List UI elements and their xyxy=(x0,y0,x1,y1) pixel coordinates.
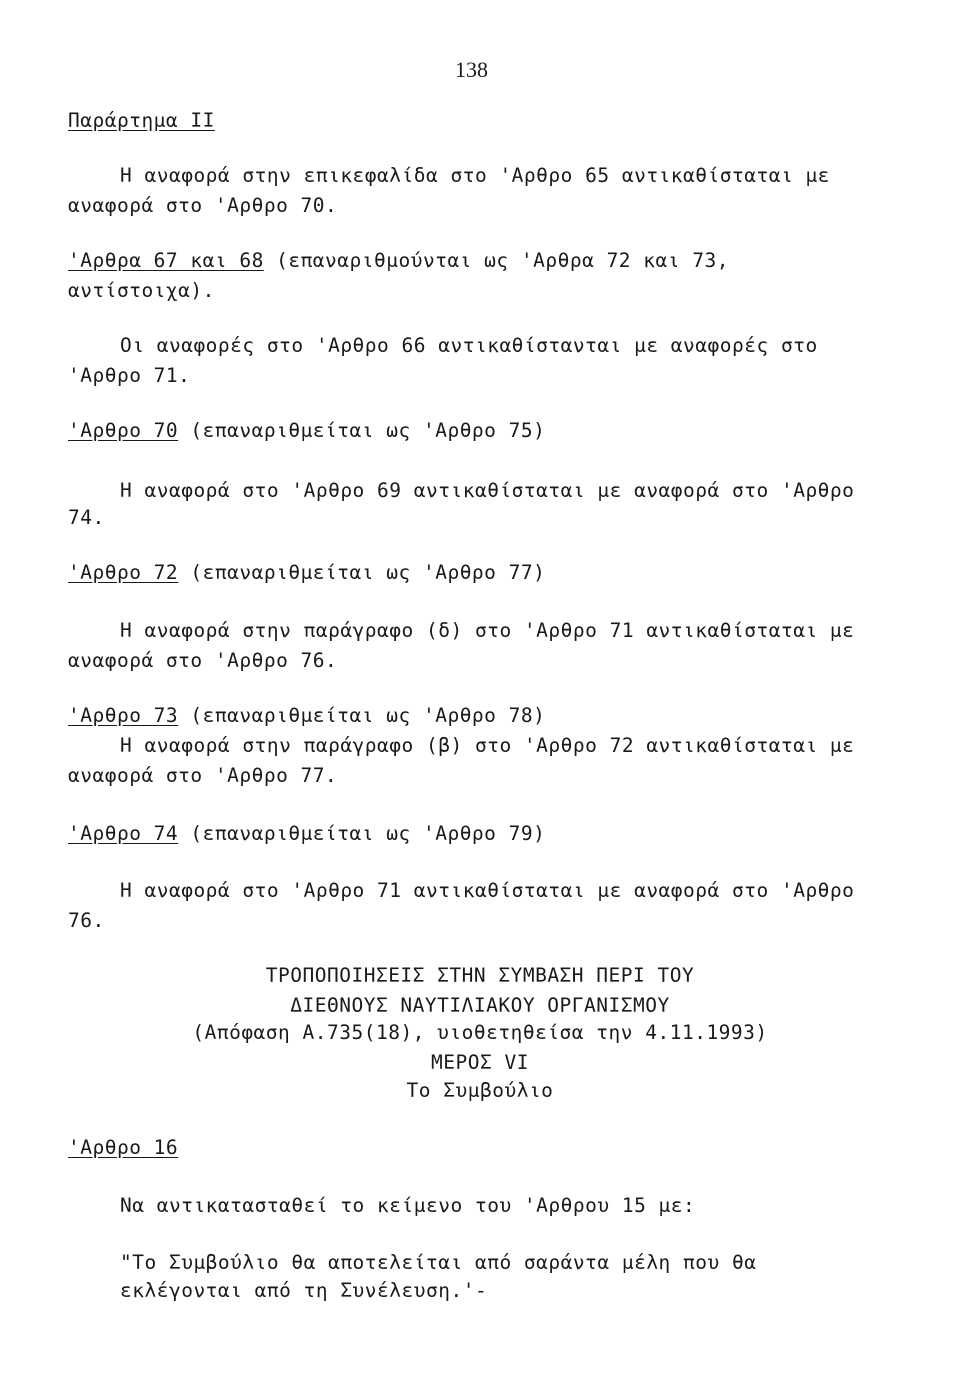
article-heading-title: 'Αρθρο 70 xyxy=(68,419,179,442)
article-heading-title: 'Αρθρο 73 xyxy=(68,704,179,727)
amendment-heading-line-3: (Απόφαση Α.735(18), υιοθετηθείσα την 4.11.1993) xyxy=(192,1021,768,1044)
article-heading xyxy=(68,822,545,845)
article-heading-note: (επαναριθμείται ως 'Αρθρο 79) xyxy=(178,822,546,845)
paragraph-line: 'Αρθρο 71. xyxy=(68,364,191,387)
part-title: ΜΕΡΟΣ VI xyxy=(431,1051,529,1074)
paragraph-line: αντίστοιχα). xyxy=(68,279,215,302)
amendment-instruction: Να αντικατασταθεί το κείμενο του 'Αρθρου 15 με: xyxy=(120,1194,696,1217)
article-heading-note: (επαναριθμείται ως 'Αρθρο 77) xyxy=(178,561,546,584)
paragraph-line: 76. xyxy=(68,909,105,932)
paragraph-line: Η αναφορά στο 'Αρθρο 71 αντικαθίσταται με αναφορά στο 'Αρθρο xyxy=(120,879,855,902)
paragraph-line: Η αναφορά στο 'Αρθρο 69 αντικαθίσταται με αναφορά στο 'Αρθρο xyxy=(120,479,855,502)
article-heading-note: (επαναριθμούνται ως 'Αρθρα 72 και 73, xyxy=(263,249,729,272)
paragraph-line: Οι αναφορές στο 'Αρθρο 66 αντικαθίστανται με αναφορές στο xyxy=(120,334,818,357)
article-heading xyxy=(68,419,545,442)
article-heading-title: 'Αρθρο 72 xyxy=(68,561,179,584)
article-heading xyxy=(68,704,545,727)
article-heading xyxy=(68,249,729,272)
page-number: 138 xyxy=(455,57,488,82)
paragraph-line: αναφορά στο 'Αρθρο 76. xyxy=(68,649,338,672)
paragraph-line: αναφορά στο 'Αρθρο 77. xyxy=(68,764,338,787)
appendix-title: Παράρτημα ΙΙ xyxy=(68,109,215,132)
paragraph-line: 74. xyxy=(68,506,105,529)
article-heading xyxy=(68,561,545,584)
article-16-title: 'Αρθρο 16 xyxy=(68,1136,179,1159)
paragraph-line: Η αναφορά στην επικεφαλίδα στο 'Αρθρο 65 αντικαθίσταται με xyxy=(120,164,830,187)
quoted-text-line: "Το Συμβούλιο θα αποτελείται από σαράντα μέλη που θα xyxy=(120,1251,757,1274)
quoted-text-line: εκλέγονται από τη Συνέλευση.'- xyxy=(120,1279,488,1302)
article-heading-note: (επαναριθμείται ως 'Αρθρο 75) xyxy=(178,419,546,442)
section-title: Το Συμβούλιο xyxy=(406,1079,554,1102)
article-heading-title: 'Αρθρα 67 και 68 xyxy=(68,249,264,272)
amendment-heading-line-2: ΔΙΕΘΝΟΥΣ ΝΑΥΤΙΛΙΑΚΟΥ ΟΡΓΑΝΙΣΜΟΥ xyxy=(290,994,670,1017)
article-heading-note: (επαναριθμείται ως 'Αρθρο 78) xyxy=(178,704,546,727)
amendment-heading-line-1: ΤΡΟΠΟΠΟΙΗΣΕΙΣ ΣΤΗΝ ΣΥΜΒΑΣΗ ΠΕΡΙ ΤΟΥ xyxy=(265,964,695,987)
paragraph-line: Η αναφορά στην παράγραφο (β) στο 'Αρθρο 72 αντικαθίσταται με xyxy=(120,734,855,757)
paragraph-line: Η αναφορά στην παράγραφο (δ) στο 'Αρθρο 71 αντικαθίσταται με xyxy=(120,619,855,642)
article-heading-title: 'Αρθρο 74 xyxy=(68,822,179,845)
paragraph-line: αναφορά στο 'Αρθρο 70. xyxy=(68,194,338,217)
